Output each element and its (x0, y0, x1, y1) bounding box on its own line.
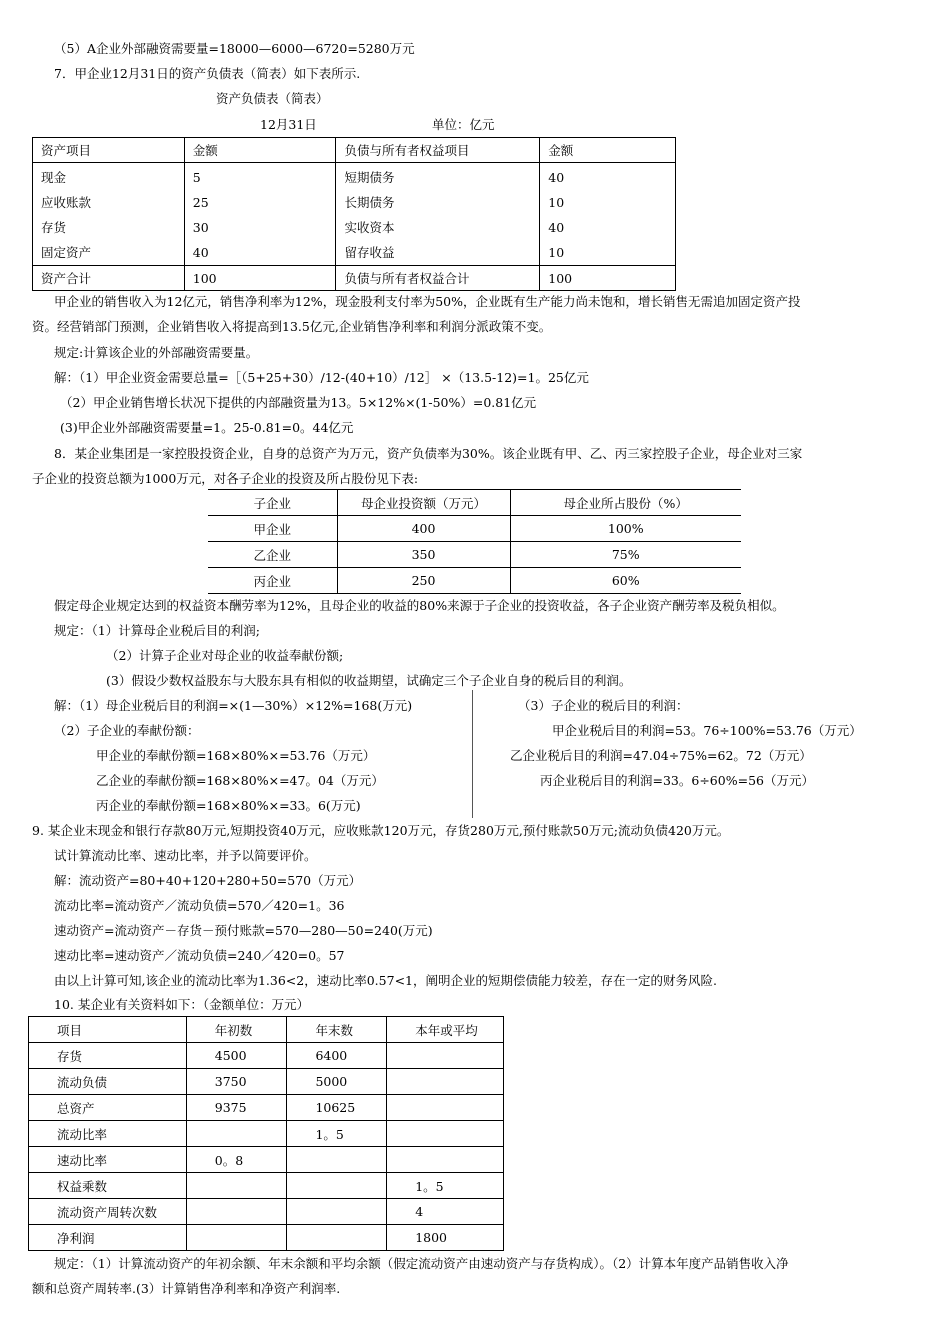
table-cell: 负债与所有者权益合计 (336, 266, 540, 291)
table-cell: 流动比率 (29, 1121, 187, 1147)
table-header-cell: 项目 (29, 1017, 187, 1043)
table-row (29, 1173, 504, 1199)
table-cell: 0。8 (186, 1147, 287, 1173)
table-cell: 100 (184, 266, 336, 291)
table-row (29, 1095, 504, 1121)
table-cell (387, 1095, 504, 1121)
requirement: 规定：（1）计算母企业税后目的利润; (54, 623, 260, 638)
table-cell (186, 1173, 287, 1199)
solution-line: （3）子企业的税后目的利润： (518, 698, 689, 713)
table-cell (336, 163, 540, 266)
solution-line: 丙企业税后目的利润=33。6÷60%=56（万元） (540, 773, 814, 788)
table-cell: 甲企业 (208, 516, 337, 542)
solution-line: 解：（1）甲企业资金需要总量=［（5+25+30）/12-(40+10）/12］ ×（13.5-12)=1。25亿元 (54, 370, 589, 385)
table-row (208, 568, 741, 594)
table-cell-line: 40 (548, 170, 565, 185)
table-date: 12月31日 (260, 117, 317, 132)
table-cell: 1。5 (287, 1121, 387, 1147)
table-title: 资产负债表（简表） (216, 91, 329, 106)
table-cell: 乙企业 (208, 542, 337, 568)
table-header-cell: 本年或平均 (387, 1017, 504, 1043)
table-cell-line: 实收资本 (344, 220, 395, 235)
table-header-cell: 金额 (184, 138, 336, 163)
table-cell: 75% (510, 542, 741, 568)
solution-line: (3)甲企业外部融资需要量=1。25-0.81=0。44亿元 (60, 420, 354, 435)
requirement: （2）计算子企业对母企业的收益奉献份额; (106, 648, 344, 663)
subsidiary-table (208, 489, 741, 594)
table-cell-line: 短期债务 (344, 170, 395, 185)
table-cell: 权益乘数 (29, 1173, 187, 1199)
table-cell-line: 现金 (41, 170, 67, 185)
table-cell-line: 留存收益 (344, 245, 395, 260)
solution-line: 丙企业的奉献份额=168×80%×=33。6(万元) (96, 798, 361, 813)
table-header-cell: 年初数 (186, 1017, 287, 1043)
question-9-heading: 9. 某企业末现金和银行存款80万元,短期投资40万元，应收账款120万元，存货280万元,预付账款50万元;流动负债420万元。 (32, 823, 730, 838)
table-cell (387, 1147, 504, 1173)
table-cell (186, 1121, 287, 1147)
table-header-cell: 资产项目 (33, 138, 185, 163)
paragraph: 资。经营销部门预测，企业销售收入将提高到13.5亿元,企业销售净利率和利润分派政策不变。 (32, 319, 552, 334)
table-cell: 5000 (287, 1069, 387, 1095)
table-cell (540, 163, 676, 266)
table-cell: 1。5 (387, 1173, 504, 1199)
table-header-cell: 金额 (540, 138, 676, 163)
solution-line: 速动比率=速动资产／流动负债=240／420=0。57 (54, 948, 345, 963)
table-cell-line: 应收账款 (41, 195, 92, 210)
table-cell (287, 1147, 387, 1173)
table-cell: 4500 (186, 1043, 287, 1069)
table-cell: 60% (510, 568, 741, 594)
table-cell-line: 40 (548, 220, 565, 235)
requirement: (3）假设少数权益股东与大股东具有相似的收益期望，试确定三个子企业自身的税后目的利润。 (106, 673, 632, 688)
table-row (29, 1121, 504, 1147)
table-cell: 速动比率 (29, 1147, 187, 1173)
table-cell: 3750 (186, 1069, 287, 1095)
table-cell: 1800 (387, 1225, 504, 1251)
table-cell: 350 (337, 542, 510, 568)
table-cell: 资产合计 (33, 266, 185, 291)
solution-line: 甲企业的奉献份额=168×80%×=53.76（万元） (96, 748, 376, 763)
table-row (29, 1043, 504, 1069)
table-cell-line: 30 (192, 220, 209, 235)
solution-line: 解：流动资产=80+40+120+280+50=570（万元） (54, 873, 362, 888)
table-row (29, 1199, 504, 1225)
paragraph: 子企业的投资总额为1000万元，对各子企业的投资及所占股份见下表: (32, 471, 419, 486)
table-cell: 400 (337, 516, 510, 542)
table-row (29, 1017, 504, 1043)
solution-line: 速动资产=流动资产－存货－预付账款=570—280—50=240(万元) (54, 923, 433, 938)
solution-line: 乙企业税后目的利润=47.04÷75%=62。72（万元） (510, 748, 812, 763)
table-header-cell: 母企业投资额（万元） (337, 490, 510, 516)
table-cell: 净利润 (29, 1225, 187, 1251)
table-cell: 4 (387, 1199, 504, 1225)
conclusion: 由以上计算可知,该企业的流动比率为1.36<2，速动比率0.57<1，阐明企业的短期偿债能力较差，存在一定的财务风险. (54, 973, 717, 988)
requirement: 规定:计算该企业的外部融资需要量。 (54, 345, 259, 360)
table-cell (387, 1043, 504, 1069)
question-8-heading: 8．某企业集团是一家控股投资企业，自身的总资产为万元，资产负债率为30%。该企业既有甲、乙、丙三家控股子企业，母企业对三家 (54, 446, 803, 461)
table-row (208, 490, 741, 516)
paragraph: 假定母企业规定达到的权益资本酬劳率为12%，且母企业的收益的80%来源于子企业的投资收益，各子企业资产酬劳率及税负相似。 (54, 598, 785, 613)
column-divider (472, 690, 473, 818)
table-header-cell: 负债与所有者权益项目 (336, 138, 540, 163)
table-row (33, 163, 676, 266)
paragraph: 甲企业的销售收入为12亿元，销售净利率为12%，现金股利支付率为50%，企业既有生产能力尚未饱和，增长销售无需追加固定资产投 (54, 294, 801, 309)
requirement: 额和总资产周转率.(3）计算销售净利率和净资产利润率. (32, 1281, 341, 1296)
text-line: （5）A企业外部融资需要量=18000—6000—6720=5280万元 (54, 41, 415, 56)
table-header-cell: 子企业 (208, 490, 337, 516)
table-cell (184, 163, 336, 266)
solution-line: 乙企业的奉献份额=168×80%×=47。04（万元） (96, 773, 384, 788)
table-cell: 存货 (29, 1043, 187, 1069)
table-cell-line: 存货 (41, 220, 67, 235)
table-cell-line: 长期债务 (344, 195, 395, 210)
table-unit: 单位：亿元 (432, 117, 495, 132)
table-cell-line: 5 (192, 170, 201, 185)
table-cell (387, 1069, 504, 1095)
paragraph: 试计算流动比率、速动比率，并予以简要评价。 (54, 848, 317, 863)
table-row (29, 1069, 504, 1095)
table-cell: 6400 (287, 1043, 387, 1069)
table-row (29, 1225, 504, 1251)
table-row (33, 138, 676, 163)
question-10-heading: 10. 某企业有关资料如下：（金额单位：万元） (54, 997, 310, 1012)
table-cell-line: 10 (548, 195, 565, 210)
table-header-cell: 母企业所占股份（%） (510, 490, 741, 516)
table-row (208, 516, 741, 542)
table-cell: 100 (540, 266, 676, 291)
table-cell (287, 1225, 387, 1251)
table-cell: 总资产 (29, 1095, 187, 1121)
solution-line: （2）甲企业销售增长状况下提供的内部融资量为13。5×12%×(1-50%）=0.81亿元 (60, 395, 537, 410)
table-row (208, 542, 741, 568)
table-cell: 250 (337, 568, 510, 594)
table-cell-line: 25 (192, 195, 209, 210)
table-cell: 流动负债 (29, 1069, 187, 1095)
table-cell-line: 10 (548, 245, 565, 260)
table-cell-line: 40 (192, 245, 209, 260)
requirement: 规定：（1）计算流动资产的年初余额、年末余额和平均余额（假定流动资产由速动资产与存货构成）。（2）计算本年度产品销售收入净 (54, 1256, 789, 1271)
solution-line: （2）子企业的奉献份额： (54, 723, 200, 738)
table-cell: 10625 (287, 1095, 387, 1121)
balance-sheet-table (32, 137, 676, 291)
financial-data-table (28, 1016, 504, 1251)
question-7-heading: 7．甲企业12月31日的资产负债表（简表）如下表所示. (54, 66, 361, 81)
table-cell: 丙企业 (208, 568, 337, 594)
table-cell (186, 1225, 287, 1251)
table-cell (287, 1199, 387, 1225)
table-cell (287, 1173, 387, 1199)
table-cell (186, 1199, 287, 1225)
table-cell: 流动资产周转次数 (29, 1199, 187, 1225)
table-row (29, 1147, 504, 1173)
table-cell (387, 1121, 504, 1147)
table-row (33, 266, 676, 291)
table-cell (33, 163, 185, 266)
table-header-cell: 年末数 (287, 1017, 387, 1043)
table-cell: 9375 (186, 1095, 287, 1121)
solution-line: 流动比率=流动资产／流动负债=570／420=1。36 (54, 898, 345, 913)
table-cell-line: 固定资产 (41, 245, 92, 260)
solution-line: 甲企业税后目的利润=53。76÷100%=53.76（万元） (552, 723, 862, 738)
table-cell: 100% (510, 516, 741, 542)
solution-line: 解：（1）母企业税后目的利润=×(1—30%）×12%=168(万元) (54, 698, 413, 713)
